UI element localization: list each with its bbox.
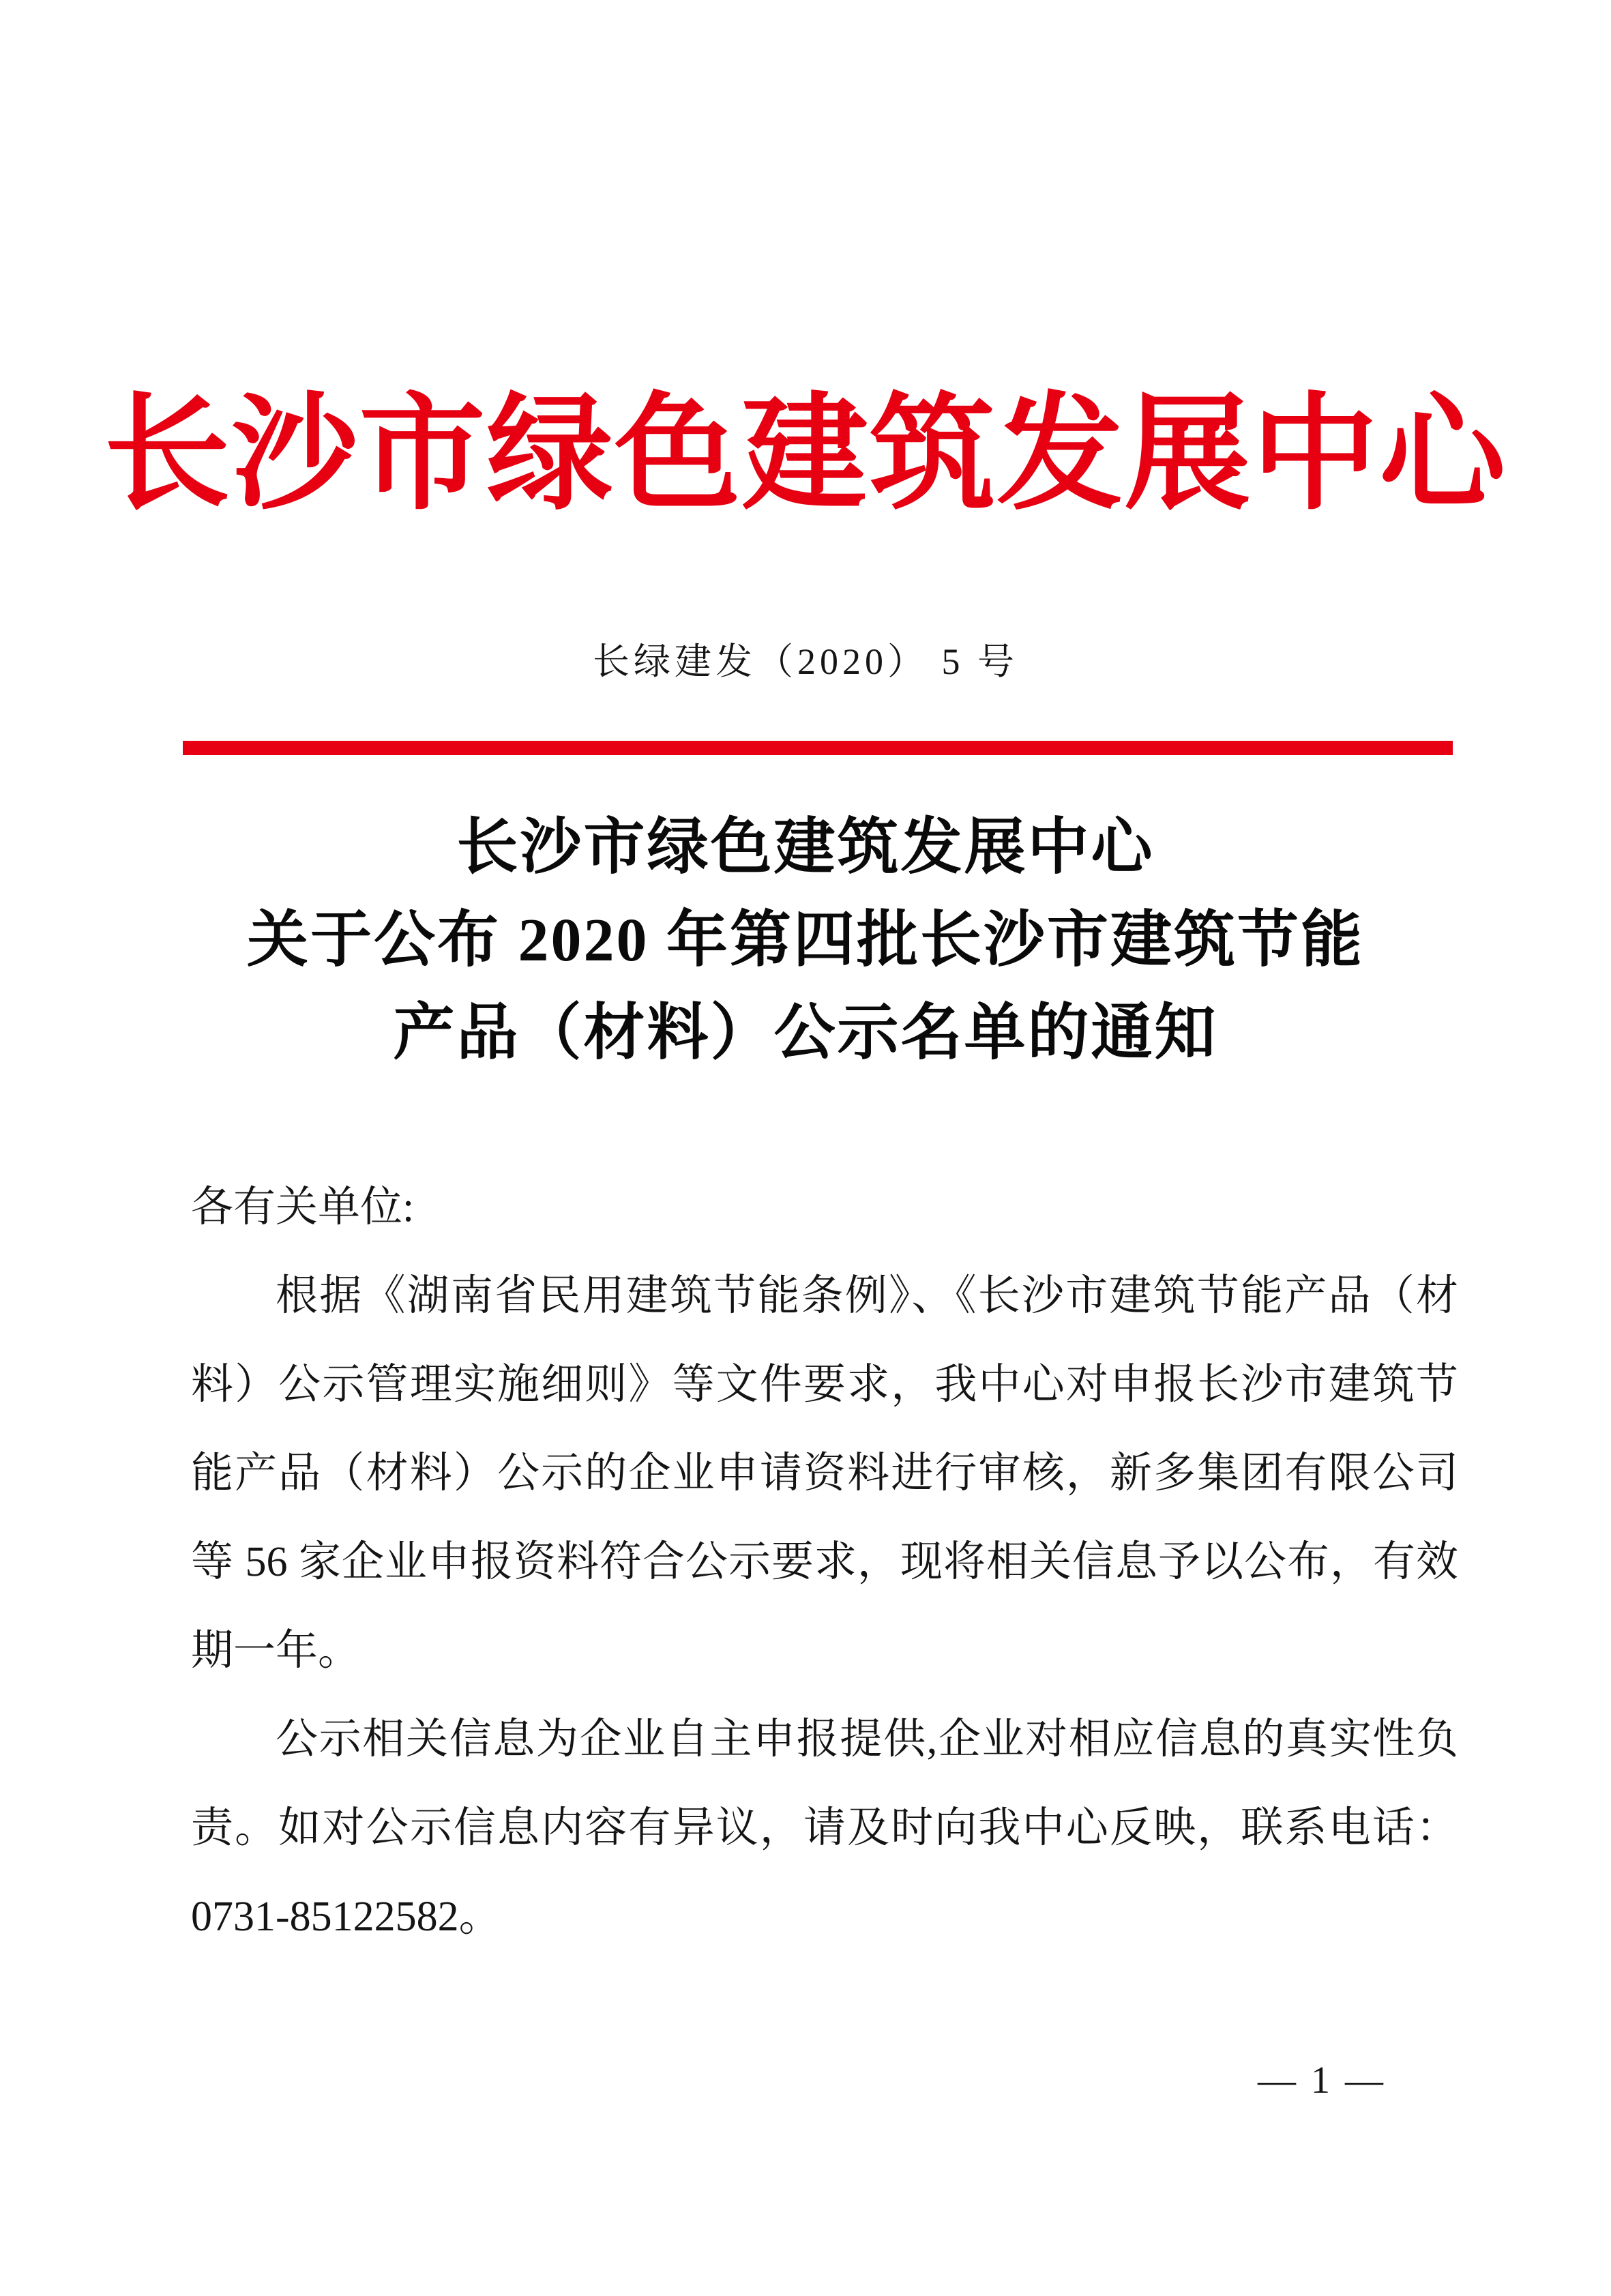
document-body bbox=[191, 1163, 1458, 1961]
red-divider-line bbox=[183, 741, 1453, 755]
doc-title-line-2: 关于公布 2020 年第四批长沙市建筑节能 bbox=[247, 907, 1364, 974]
doc-title-line-1: 长沙市绿色建筑发展中心 bbox=[456, 814, 1155, 881]
salutation: 各有关单位: bbox=[191, 1184, 415, 1231]
body-paragraph-1: 根据《湖南省民用建筑节能条例》、《长沙市建筑节能产品（材料）公示管理实施细则》等文件要求，我中心对申报长沙市建筑节能产品（材料）公示的企业申请资料进行审核，新多集团有限公司等 56 家企业申报资料符合公示要求，现将相关信息予以公布，有效期一年。 bbox=[191, 1273, 1458, 1674]
doc-title-line-3: 产品（材料）公示名单的通知 bbox=[393, 999, 1218, 1067]
doc-number: 长绿建发（2020） 5 号 bbox=[593, 641, 1018, 682]
page-number: — 1 — bbox=[1258, 2059, 1386, 2102]
org-title: 长沙市绿色建筑发展中心 bbox=[104, 385, 1507, 525]
body-paragraph-2: 公示相关信息为企业自主申报提供,企业对相应信息的真实性负责。如对公示信息内容有异议，请及时向我中心反映，联系电话：0731-85122582。 bbox=[191, 1716, 1458, 1940]
doc-title bbox=[0, 801, 1611, 1080]
